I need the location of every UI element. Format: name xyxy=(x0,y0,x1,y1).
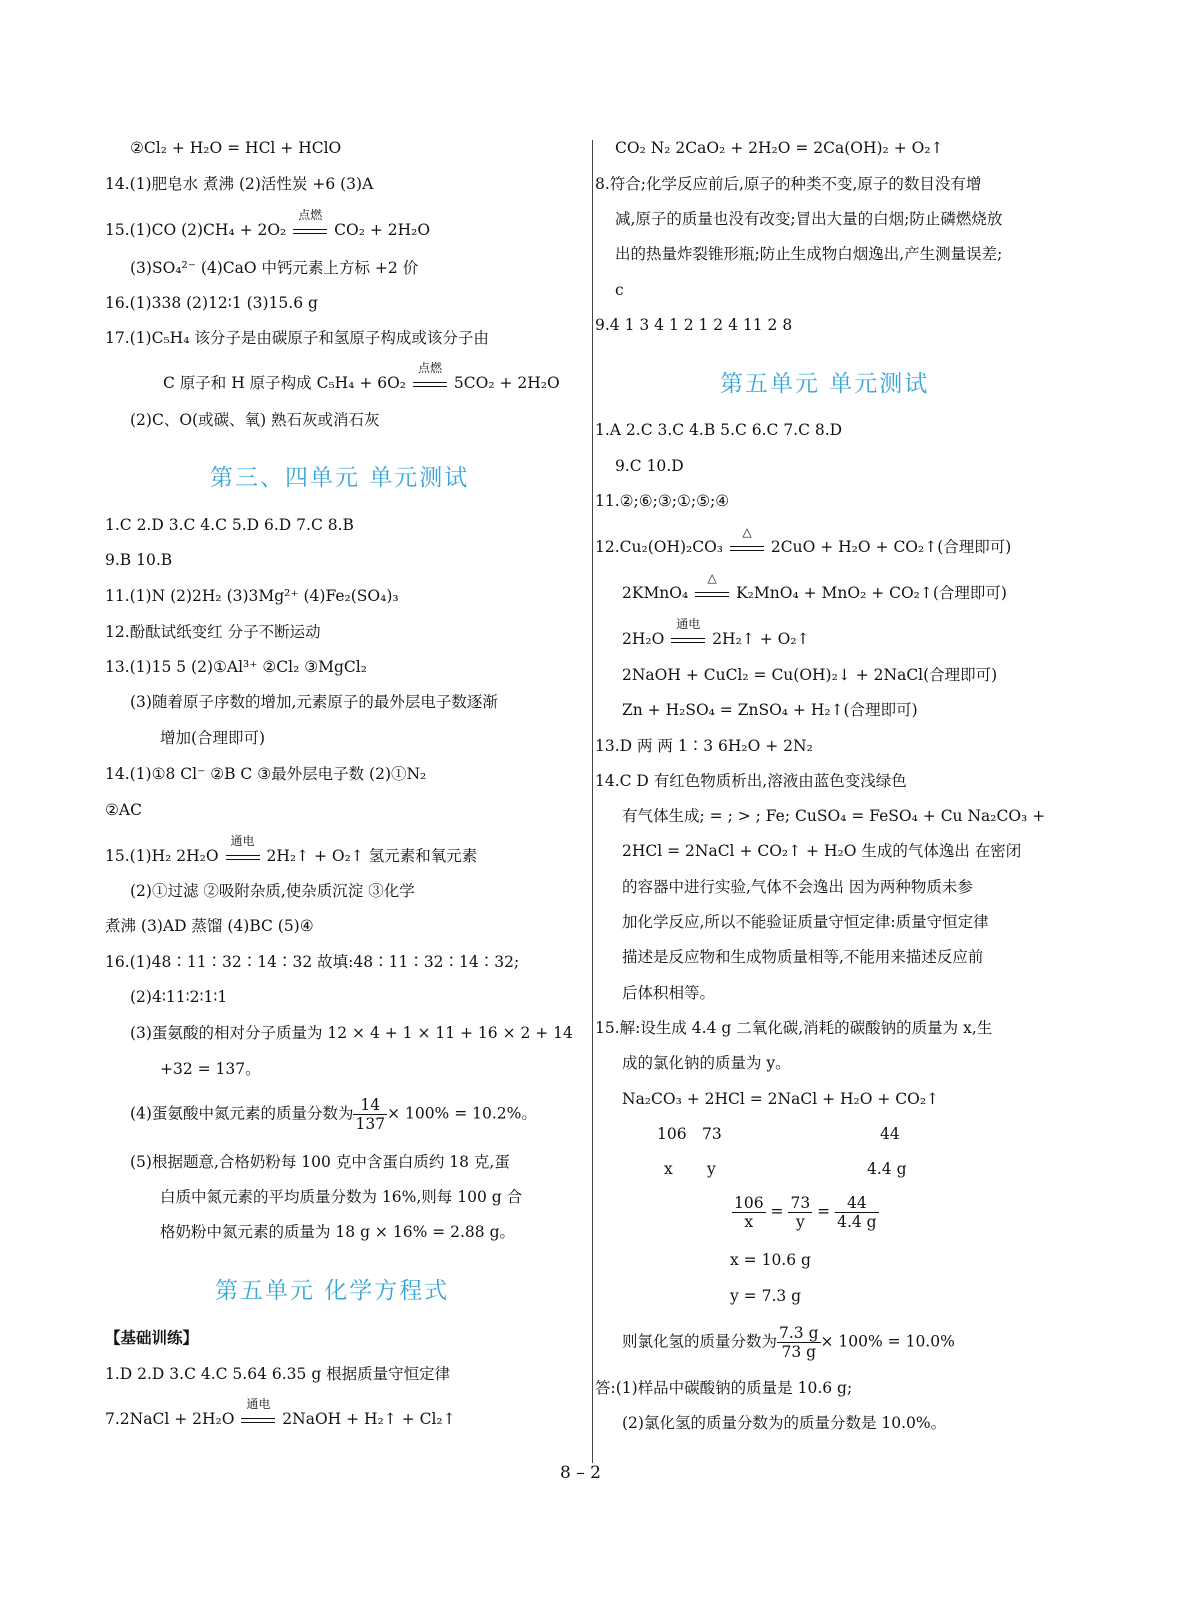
eq-right: 2NaOH + H₂↑ + Cl₂↑ xyxy=(282,1410,456,1428)
answer-line: (2)4∶11∶2∶1∶1 xyxy=(130,988,228,1006)
eq-right: CO₂ + 2H₂O xyxy=(334,221,431,239)
answer-line: 加化学反应,所以不能验证质量守恒定律:质量守恒定律 xyxy=(622,913,989,931)
answer-line: 描述是反应物和生成物质量相等,不能用来描述反应前 xyxy=(622,948,984,966)
answer-line: (5)根据题意,合格奶粉每 100 克中含蛋白质约 18 克,蛋 xyxy=(130,1153,510,1171)
equation-line xyxy=(105,1397,456,1429)
eq-left: 15.(1)H₂ 2H₂O xyxy=(105,847,219,865)
answer-line xyxy=(622,1324,955,1361)
answer-line: CO₂ N₂ 2CaO₂ + 2H₂O = 2Ca(OH)₂ + O₂↑ xyxy=(615,139,944,157)
equation-line xyxy=(595,525,1012,557)
equals-sign: = xyxy=(817,1202,831,1221)
section-heading: 第五单元 化学方程式 xyxy=(215,1278,450,1304)
numerator: 14 xyxy=(353,1096,387,1115)
answer-line: 格奶粉中氮元素的质量为 18 g × 16% = 2.88 g。 xyxy=(160,1223,515,1241)
condition-label: △ xyxy=(742,525,752,539)
equation-line: Na₂CO₃ + 2HCl = 2NaCl + H₂O + CO₂↑ xyxy=(622,1090,940,1108)
answer-line: (2)C、O(或碳、氧) 熟石灰或消石灰 xyxy=(130,411,380,429)
answer-line: 2NaOH + CuCl₂ = Cu(OH)₂↓ + 2NaCl(合理即可) xyxy=(622,666,998,684)
equation-line xyxy=(622,617,810,649)
answer-line: 1.C 2.D 3.C 4.C 5.D 6.D 7.C 8.B xyxy=(105,516,354,534)
answer-line: 13.D 两 两 1∶3 6H₂O + 2N₂ xyxy=(595,737,813,755)
answer-line: 答:(1)样品中碳酸钠的质量是 10.6 g; xyxy=(595,1379,853,1397)
condition-label: 通电 xyxy=(246,1397,271,1411)
eq-left: 7.2NaCl + 2H₂O xyxy=(105,1410,235,1428)
text-segment: × 100% = 10.2%。 xyxy=(387,1104,537,1123)
reaction-arrow xyxy=(411,361,449,393)
answer-line: 14.C D 有红色物质析出,溶液由蓝色变浅绿色 xyxy=(595,772,907,790)
proportion-equation xyxy=(732,1194,879,1231)
reaction-arrow xyxy=(224,834,262,866)
answer-line: 白质中氮元素的平均质量分数为 16%,则每 100 g 合 xyxy=(160,1188,523,1206)
answer-line: 成的氯化钠的质量为 y。 xyxy=(622,1054,791,1072)
eq-left: 2H₂O xyxy=(622,630,665,648)
equation-line xyxy=(105,834,478,866)
fraction xyxy=(788,1194,812,1231)
eq-left: 15.(1)CO (2)CH₄ + 2O₂ xyxy=(105,221,287,239)
answer-line: 8.符合;化学反应前后,原子的种类不变,原子的数目没有增 xyxy=(595,175,982,193)
numerator: 106 xyxy=(734,1194,764,1212)
answer-line: (3)蛋氨酸的相对分子质量为 12 × 4 + 1 × 11 + 16 × 2 + 14 xyxy=(130,1024,573,1042)
reaction-arrow xyxy=(693,571,731,603)
eq-right: 5CO₂ + 2H₂O xyxy=(453,374,560,392)
reaction-arrow xyxy=(728,525,766,557)
eq-right: 2H₂↑ + O₂↑ xyxy=(712,630,810,648)
eq-left: 2KMnO₄ xyxy=(622,584,689,602)
eq-left: 12.Cu₂(OH)₂CO₃ xyxy=(595,538,724,556)
unknown-variable: y xyxy=(707,1160,716,1178)
numerator: 7.3 g xyxy=(779,1324,819,1342)
page-number: 8 – 2 xyxy=(560,1463,601,1483)
answer-line: 13.(1)15 5 (2)①Al³⁺ ②Cl₂ ③MgCl₂ xyxy=(105,658,367,676)
answer-line: Zn + H₂SO₄ = ZnSO₄ + H₂↑(合理即可) xyxy=(622,701,918,719)
fraction xyxy=(353,1096,387,1133)
answer-line: 16.(1)48∶11∶32∶14∶32 故填:48∶11∶32∶14∶32; xyxy=(105,953,520,971)
denominator: 73 g xyxy=(781,1343,817,1361)
text-segment: 则氯化氢的质量分数为 xyxy=(622,1332,778,1351)
answer-line: 16.(1)338 (2)12∶1 (3)15.6 g xyxy=(105,294,318,312)
answer-line: 11.(1)N (2)2H₂ (3)3Mg²⁺ (4)Fe₂(SO₄)₃ xyxy=(105,587,399,605)
condition-label: 点燃 xyxy=(417,361,442,375)
condition-label: 通电 xyxy=(230,834,255,848)
answer-line: (2)①过滤 ②吸附杂质,使杂质沉淀 ③化学 xyxy=(130,882,415,900)
mass-value: 4.4 g xyxy=(867,1160,907,1178)
fraction xyxy=(835,1194,879,1231)
equation-line xyxy=(105,208,431,240)
answer-line: 14.(1)肥皂水 煮沸 (2)活性炭 +6 (3)A xyxy=(105,175,374,193)
answer-line: 的容器中进行实验,气体不会逸出 因为两种物质未参 xyxy=(622,878,973,896)
answer-line: ②Cl₂ + H₂O = HCl + HClO xyxy=(130,139,342,157)
answer-line: 15.解:设生成 4.4 g 二氧化碳,消耗的碳酸钠的质量为 x,生 xyxy=(595,1019,993,1037)
section-heading: 第三、四单元 单元测试 xyxy=(210,465,470,491)
equation-line xyxy=(163,361,560,393)
eq-right: K₂MnO₄ + MnO₂ + CO₂↑(合理即可) xyxy=(736,584,1007,602)
answer-line: 9.B 10.B xyxy=(105,551,173,569)
denominator: 4.4 g xyxy=(837,1213,877,1231)
answer-line: 增加(合理即可) xyxy=(160,729,266,747)
mass-value: 106 xyxy=(657,1125,687,1143)
result-line: x = 10.6 g xyxy=(730,1251,811,1269)
answer-line: 12.酚酞试纸变红 分子不断运动 xyxy=(105,623,321,641)
equation-line xyxy=(622,571,1007,603)
answer-line: +32 = 137。 xyxy=(160,1060,261,1078)
answer-line: ②AC xyxy=(105,801,142,819)
condition-label: 点燃 xyxy=(298,208,323,222)
numerator: 73 xyxy=(790,1194,811,1212)
answer-line: (3)SO₄²⁻ (4)CaO 中钙元素上方标 +2 价 xyxy=(130,259,419,277)
text-segment: × 100% = 10.0% xyxy=(820,1332,955,1351)
fraction xyxy=(732,1194,766,1231)
denominator: 137 xyxy=(355,1115,386,1133)
answer-line: 9.C 10.D xyxy=(615,457,684,475)
answer-line: 后体积相等。 xyxy=(622,984,716,1002)
condition-label: 通电 xyxy=(676,617,701,631)
fraction xyxy=(777,1324,821,1361)
mass-value: 44 xyxy=(880,1125,900,1143)
answer-line: 9.4 1 3 4 1 2 1 2 4 11 2 8 xyxy=(595,316,793,334)
eq-left: C 原子和 H 原子构成 C₅H₄ + 6O₂ xyxy=(163,374,407,392)
answer-line: 11.②;⑥;③;①;⑤;④ xyxy=(595,492,730,510)
answer-line: 17.(1)C₅H₄ 该分子是由碳原子和氢原子构成或该分子由 xyxy=(105,329,489,347)
reaction-arrow xyxy=(669,617,707,649)
section-heading: 第五单元 单元测试 xyxy=(720,371,930,397)
unknown-variable: x xyxy=(664,1160,673,1178)
answer-line: 有气体生成; = ; > ; Fe; CuSO₄ = FeSO₄ + Cu Na₂CO₃ + xyxy=(622,807,1046,825)
condition-label: △ xyxy=(707,571,717,585)
equals-sign: = xyxy=(770,1202,784,1221)
text-segment: (4)蛋氨酸中氮元素的质量分数为 xyxy=(130,1104,354,1123)
mass-value: 73 xyxy=(702,1125,722,1143)
denominator: x xyxy=(744,1213,754,1231)
eq-right: 2CuO + H₂O + CO₂↑(合理即可) xyxy=(770,538,1012,556)
answer-line: 2HCl = 2NaCl + CO₂↑ + H₂O 生成的气体逸出 在密闭 xyxy=(622,842,1022,860)
answer-line: 1.A 2.C 3.C 4.B 5.C 6.C 7.C 8.D xyxy=(595,421,843,439)
reaction-arrow xyxy=(239,1397,277,1429)
answer-line: 1.D 2.D 3.C 4.C 5.64 6.35 g 根据质量守恒定律 xyxy=(105,1365,451,1383)
answer-line: 出的热量炸裂锥形瓶;防止生成物白烟逸出,产生测量误差; xyxy=(615,245,1003,263)
column-divider xyxy=(592,140,593,1463)
result-line: y = 7.3 g xyxy=(730,1287,802,1305)
answer-line: (2)氯化氢的质量分数为的质量分数是 10.0%。 xyxy=(622,1414,947,1432)
answer-line: 减,原子的质量也没有改变;冒出大量的白烟;防止磷燃烧放 xyxy=(615,210,1003,228)
eq-right: 2H₂↑ + O₂↑ 氢元素和氧元素 xyxy=(266,847,478,865)
subsection-label: 【基础训练】 xyxy=(105,1328,199,1347)
answer-line: c xyxy=(615,281,624,299)
numerator: 44 xyxy=(835,1194,879,1213)
answer-line: 14.(1)①8 Cl⁻ ②B C ③最外层电子数 (2)①N₂ xyxy=(105,765,427,783)
reaction-arrow xyxy=(291,208,329,240)
answer-line xyxy=(130,1096,537,1133)
denominator: y xyxy=(795,1213,805,1231)
answer-line: (3)随着原子序数的增加,元素原子的最外层电子数逐渐 xyxy=(130,693,498,711)
answer-line: 煮沸 (3)AD 蒸馏 (4)BC (5)④ xyxy=(105,917,314,935)
